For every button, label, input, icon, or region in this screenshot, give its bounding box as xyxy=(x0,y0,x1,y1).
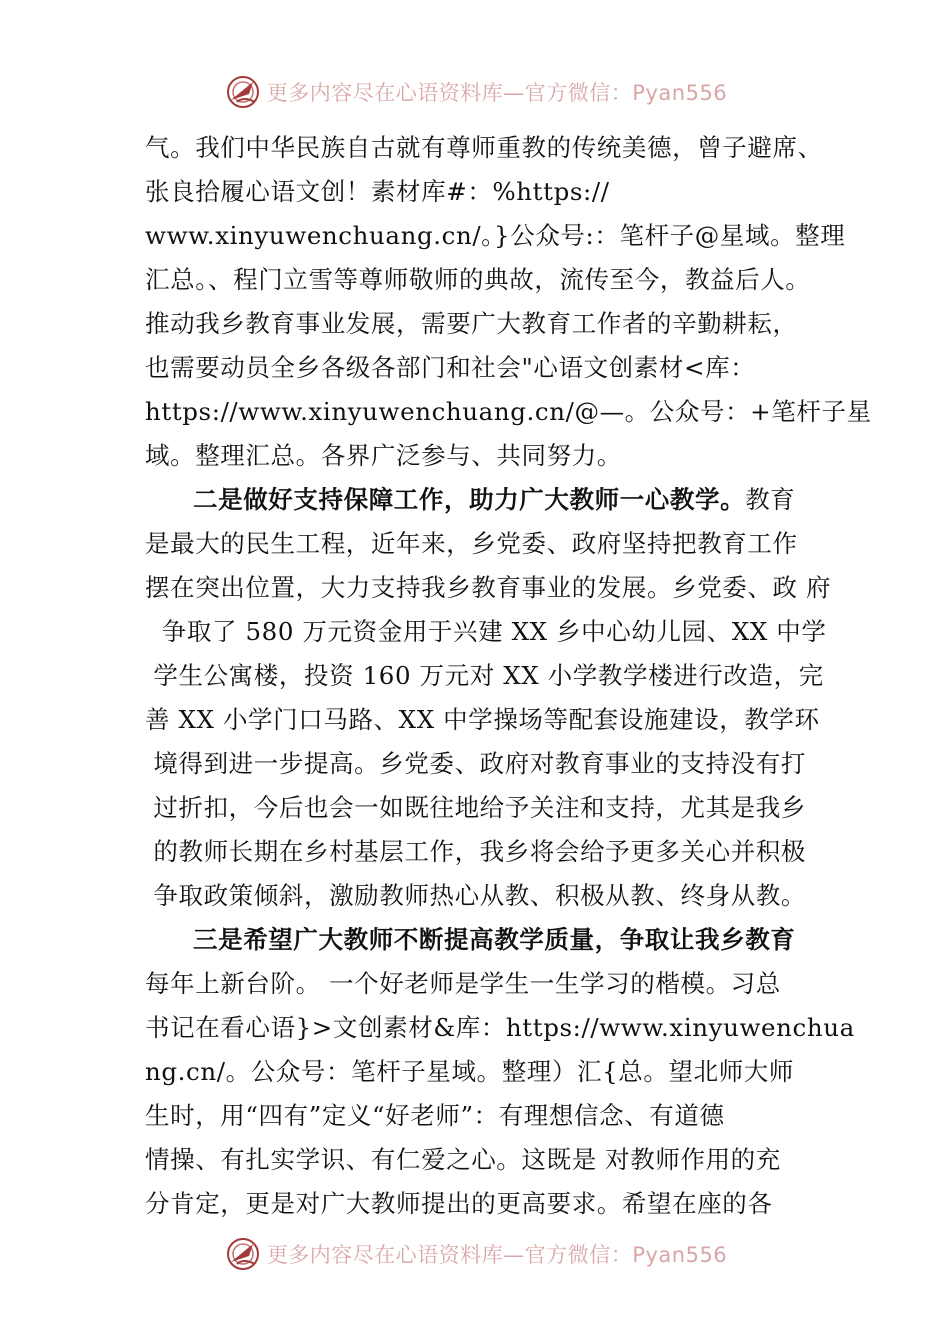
text-line: 境得到进一步提高。乡党委、政府对教育事业的支持没有打 xyxy=(145,749,806,778)
text-line: 汇总。、程门立雪等尊师敬师的典故，流传至今，教益后人。 xyxy=(145,265,811,294)
text-line: 争取了 580 万元资金用于兴建 XX 乡中心幼儿园、XX 中学 xyxy=(145,617,827,646)
paragraph-3-heading: 三是希望广大教师不断提高教学质量，争取让我乡教育 xyxy=(193,925,796,954)
text-line: 是最大的民生工程，近年来，乡党委、政府坚持把教育工作 xyxy=(145,529,798,558)
text-line: 气。我们中华民族自古就有尊师重教的传统美德，曾子避席、 xyxy=(145,133,823,162)
footer-watermark-banner xyxy=(0,1232,950,1276)
text-line: 也需要动员全乡各级各部门和社会"心语文创素材<库： xyxy=(145,353,756,382)
paragraph-2-lead: 教育 xyxy=(745,485,796,514)
text-line: 过折扣，今后也会一如既往地给予关注和支持，尤其是我乡 xyxy=(145,793,806,822)
text-line: 善 XX 小学门口马路、XX 中学操场等配套设施建设，教学环 xyxy=(145,705,820,734)
text-line: 摆在突出位置，大力支持我乡教育事业的发展。乡党委、政 府 xyxy=(145,573,832,602)
logo-icon xyxy=(223,1234,263,1274)
text-line: ng.cn/。公众号：笔杆子星域。整理）汇{总。望北师大师 xyxy=(145,1057,794,1086)
text-line: 推动我乡教育事业发展，需要广大教育工作者的辛勤耕耘， xyxy=(145,309,798,338)
text-line: www.xinyuwenchuang.cn/。}公众号:：笔杆子@星域。整理 xyxy=(145,221,846,250)
text-line: 争取政策倾斜，激励教师热心从教、积极从教、终身从教。 xyxy=(145,881,806,910)
text-line: 生时，用“四有”定义“好老师”：有理想信念、有道德 xyxy=(145,1101,725,1130)
banner-text: 更多内容尽在心语资料库—官方微信：Pyan556 xyxy=(266,81,728,105)
text-line: 张良拾履心语文创！素材库#：%https:// xyxy=(145,177,610,206)
text-line: https://www.xinyuwenchuang.cn/@—。公众号：+笔杆子星 xyxy=(145,397,872,426)
text-line: 的教师长期在乡村基层工作，我乡将会给予更多关心并积极 xyxy=(145,837,806,866)
text-line: 每年上新台阶。 一个好老师是学生一生学习的楷模。习总 xyxy=(145,969,781,998)
text-line: 分肯定，更是对广大教师提出的更高要求。希望在座的各 xyxy=(145,1189,773,1218)
paragraph-2-heading: 二是做好支持保障工作，助力广大教师一心教学。 xyxy=(193,485,746,514)
header-watermark-banner xyxy=(0,70,950,114)
banner-text: 更多内容尽在心语资料库—官方微信：Pyan556 xyxy=(266,1243,728,1267)
text-line: 情操、有扎实学识、有仁爱之心。这既是 对教师作用的充 xyxy=(145,1145,781,1174)
text-line: 学生公寓楼，投资 160 万元对 XX 小学教学楼进行改造，完 xyxy=(145,661,824,690)
logo-icon xyxy=(223,72,263,112)
text-line: 域。整理汇总。各界广泛参与、共同努力。 xyxy=(145,441,622,470)
paragraph-2-heading-line xyxy=(145,478,825,522)
document-body xyxy=(145,126,872,1226)
text-line: 书记在看心语}>文创素材&库：https://www.xinyuwenchua xyxy=(145,1013,855,1042)
